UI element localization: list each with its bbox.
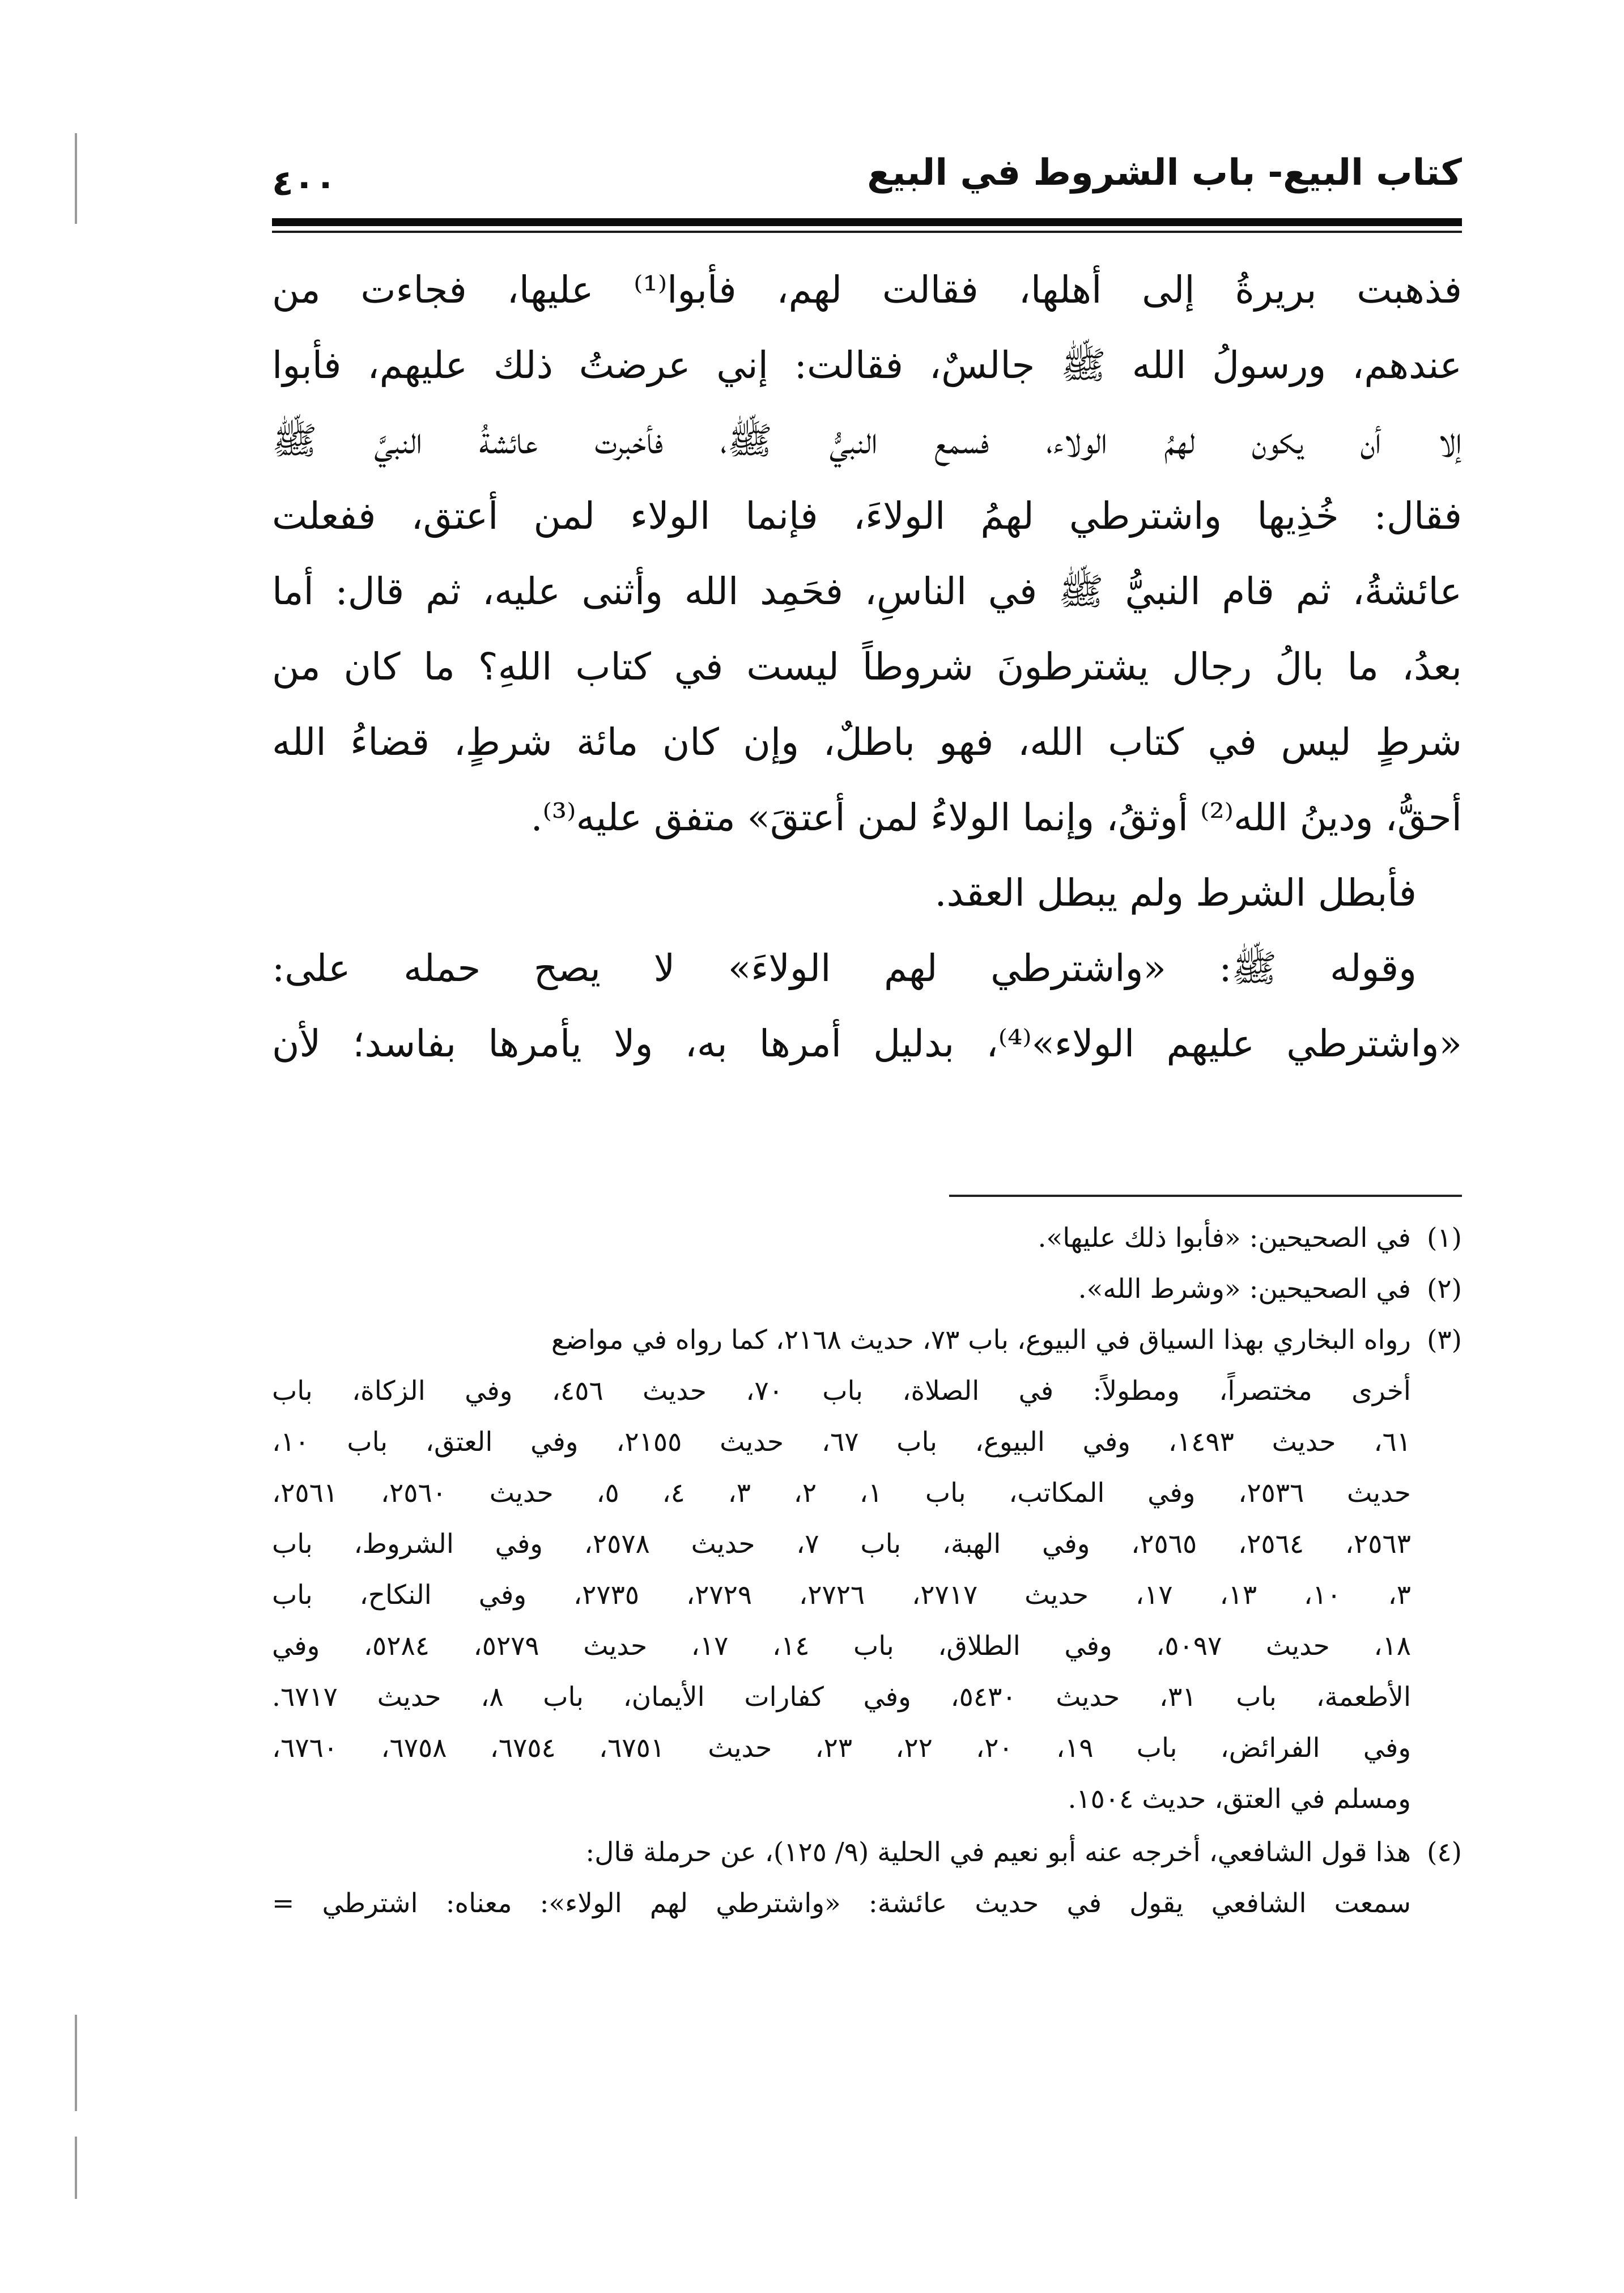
- body-line: فذهبت بريرةُ إلى أهلها، فقالت لهم، فأبوا⁽¹⁾ عليها، فجاءت من: [272, 268, 1462, 312]
- footnote-line: الأطعمة، باب ٣١، حديث ٥٤٣٠، وفي كفارات الأيمان، باب ٨، حديث ٦٧١٧.: [272, 1681, 1411, 1713]
- footnote-line: ٦١، حديث ١٤٩٣، وفي البيوع، باب ٦٧، حديث ٢١٥٥، وفي العتق، باب ١٠،: [272, 1426, 1411, 1458]
- body-line: فقال: خُذِيها واشترطي لهمُ الولاءَ، فإنما الولاء لمن أعتق، ففعلت: [272, 494, 1462, 538]
- body-line: بعدُ، ما بالُ رجال يشترطونَ شروطاً ليست في كتاب اللهِ؟ ما كان من: [272, 645, 1462, 689]
- footnote-text: هذا قول الشافعي، أخرجه عنه أبو نعيم في الحلية (٩/ ١٢٥)، عن حرملة قال:: [585, 1837, 1411, 1868]
- footnote-text: رواه البخاري بهذا السياق في البيوع، باب ٧٣، حديث ٢١٦٨، كما رواه في مواضع: [551, 1324, 1411, 1356]
- body-line: إلا أن يكون لهمُ الولاء، فسمع النبيُّ ﷺ، فأخبرت عائشةُ النبيَّ ﷺ: [272, 419, 1462, 462]
- footnote-4: [272, 1827, 1462, 1878]
- footnote-line: حديث ٢٥٣٦، وفي المكاتب، باب ١، ٢، ٣، ٤، ٥، حديث ٢٥٦٠، ٢٥٦١،: [272, 1477, 1411, 1509]
- body-line: شرطٍ ليس في كتاب الله، فهو باطلٌ، وإن كان مائة شرطٍ، قضاءُ الله: [272, 720, 1462, 764]
- body-line: عندهم، ورسولُ الله ﷺ جالسٌ، فقالت: إني عرضتُ ذلك عليهم، فأبوا: [272, 343, 1462, 387]
- header-rule-thin: [272, 231, 1462, 233]
- footnote-number: (٣): [1427, 1324, 1462, 1356]
- body-line: «واشترطي عليهم الولاء»⁽⁴⁾، بدليل أمرها به، ولا يأمرها بفاسد؛ لأن: [272, 1022, 1462, 1065]
- footnote-line: ومسلم في العتق، حديث ١٥٠٤.: [1068, 1784, 1411, 1815]
- footnote-number: (٤): [1427, 1837, 1462, 1868]
- running-header: [272, 142, 1462, 227]
- footnote-line: وفي الفرائض، باب ١٩، ٢٠، ٢٢، ٢٣، حديث ٦٧٥١، ٦٧٥٤، ٦٧٥٨، ٦٧٦٠،: [272, 1733, 1412, 1764]
- footnote-number: (٢): [1427, 1273, 1462, 1305]
- footnote-2: [272, 1264, 1462, 1315]
- footnote-1: [272, 1213, 1462, 1264]
- body-line: فأبطل الشرط ولم يبطل العقد.: [934, 871, 1417, 915]
- footnote-number: (١): [1427, 1222, 1462, 1254]
- footnotes: [272, 1213, 1462, 1929]
- body-line: عائشةُ، ثم قام النبيُّ ﷺ في الناسِ، فحَمِد الله وأثنى عليه، ثم قال: أما: [272, 570, 1462, 613]
- running-title: كتاب البيع- باب الشروط في البيع: [867, 152, 1462, 194]
- footnote-text: في الصحيحين: «وشرط الله».: [1078, 1273, 1411, 1305]
- footnote-line: أخرى مختصراً، ومطولاً: في الصلاة، باب ٧٠، حديث ٤٥٦، وفي الزكاة، باب: [272, 1375, 1411, 1407]
- footnote-line: ١٨، حديث ٥٠٩٧، وفي الطلاق، باب ١٤، ١٧، حديث ٥٢٧٩، ٥٢٨٤، وفي: [272, 1630, 1411, 1662]
- scan-edge-line: [75, 133, 77, 224]
- footnote-separator: [949, 1195, 1462, 1197]
- footnote-text: في الصحيحين: «فأبوا ذلك عليها».: [1038, 1222, 1411, 1254]
- footnote-3: [272, 1315, 1462, 1366]
- body-line: وقوله ﷺ: «واشترطي لهم الولاءَ» لا يصح حمله على:: [272, 946, 1417, 990]
- scan-edge-line: [75, 2137, 77, 2199]
- scan-edge-line: [75, 2015, 77, 2111]
- footnote-line: ٣، ١٠، ١٣، ١٧، حديث ٢٧١٧، ٢٧٢٦، ٢٧٢٩، ٢٧٣٥، وفي النكاح، باب: [272, 1579, 1411, 1611]
- main-text: [272, 252, 1462, 1081]
- header-rule-thick: [272, 218, 1462, 226]
- footnote-line: ٢٥٦٣، ٢٥٦٤، ٢٥٦٥، وفي الهبة، باب ٧، حديث ٢٥٧٨، وفي الشروط، باب: [272, 1528, 1412, 1560]
- body-line: أحقُّ، ودينُ الله⁽²⁾ أوثقُ، وإنما الولاءُ لمن أعتقَ» متفق عليه⁽³⁾.: [530, 796, 1462, 839]
- footnote-line: سمعت الشافعي يقول في حديث عائشة: «واشترطي لهم الولاء»: معناه: اشترطي =: [272, 1888, 1411, 1919]
- page-number: ٤٠٠: [272, 162, 337, 203]
